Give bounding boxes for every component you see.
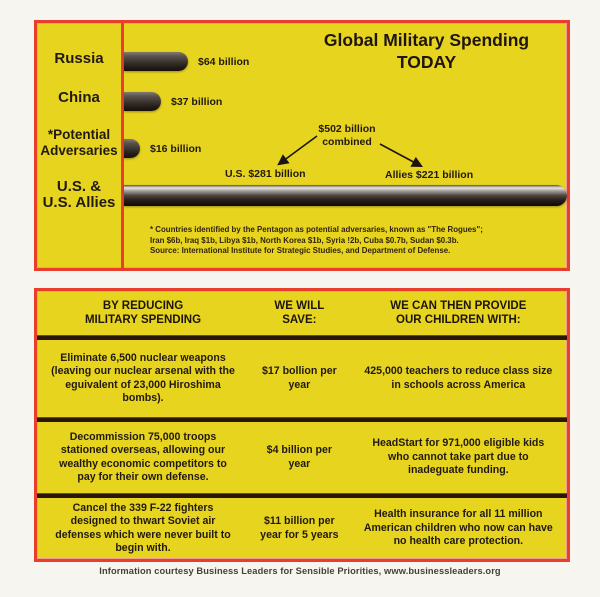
- savings-cell: $17 bollion per year: [261, 365, 337, 391]
- chart-category-column: [37, 23, 124, 268]
- provides-cell: Health insurance for all 11 million American children who now can have no health care protection.: [363, 508, 553, 548]
- provides-cell: HeadStart for 971,000 eligible kids who cannot take part due to inadeguate funding.: [372, 437, 545, 477]
- category-label-russia: Russia: [54, 50, 104, 67]
- category-label-us-allies: U.S. & U.S. Allies: [42, 178, 116, 211]
- category-label-potential-adversaries: *Potential Adversaries: [40, 127, 118, 158]
- header-provide-children: WE CAN THEN PROVIDE OUR CHILDREN WITH:: [390, 299, 527, 326]
- table-header-row: [37, 291, 567, 335]
- bar-potential-adversaries: [124, 139, 140, 158]
- table-row: [37, 498, 567, 559]
- provides-cell: 425,000 teachers to reduce class size in schools across America: [364, 365, 553, 391]
- bar-value-china: $37 billion: [171, 96, 223, 108]
- header-by-reducing: BY REDUCING MILITARY SPENDING: [84, 299, 202, 326]
- chart-title: Global Military Spending TODAY: [323, 30, 530, 72]
- bar-value-potential-adversaries: $16 billion: [150, 143, 202, 155]
- spending-savings-table-panel: [34, 288, 570, 562]
- bar-russia: [124, 52, 188, 71]
- combined-total-label: $502 billion combined: [318, 123, 376, 148]
- action-cell: Eliminate 6,500 nuclear weapons (leaving our nuclear arsenal with the eguivalent of 23,000 Hiroshima bombs).: [51, 351, 235, 404]
- action-cell: Cancel the 339 F-22 fighters designed to thwart Soviet air defenses which were never built to begin with.: [55, 501, 231, 554]
- attribution-footer: Information courtesy Business Leaders for Sensible Priorities, www.businessleaders.org: [99, 566, 501, 576]
- table-row: [37, 340, 567, 417]
- header-we-will-save: WE WILL SAVE:: [274, 299, 325, 326]
- action-cell: Decommission 75,000 troops stationed overseas, allowing our wealthy economic competitors to pay for their own defense.: [59, 430, 227, 483]
- savings-cell: $11 billion per year for 5 years: [260, 515, 339, 541]
- bar-china: [124, 92, 161, 111]
- us-spending-label: U.S. $281 billion: [225, 168, 306, 180]
- chart-footnote: * Countries identified by the Pentagon as potential adversaries, known as "The Rogues"; Iran $6b, Iraq $1b, Libya $1b, North Korea $1b, Syria !2b, Cuba $0.7b, Sudan $0.3b. Source: International Institute for Strategic Studies, and Department of Defense.: [150, 225, 483, 255]
- military-spending-chart-panel: [34, 20, 570, 271]
- bar-us-and-allies: [124, 185, 567, 206]
- bar-value-russia: $64 billion: [198, 56, 250, 68]
- category-label-china: China: [58, 89, 100, 106]
- table-row: [37, 422, 567, 493]
- chart-plot-area: [124, 23, 567, 268]
- allies-spending-label: Allies $221 billion: [385, 169, 474, 181]
- savings-cell: $4 billion per year: [266, 444, 333, 470]
